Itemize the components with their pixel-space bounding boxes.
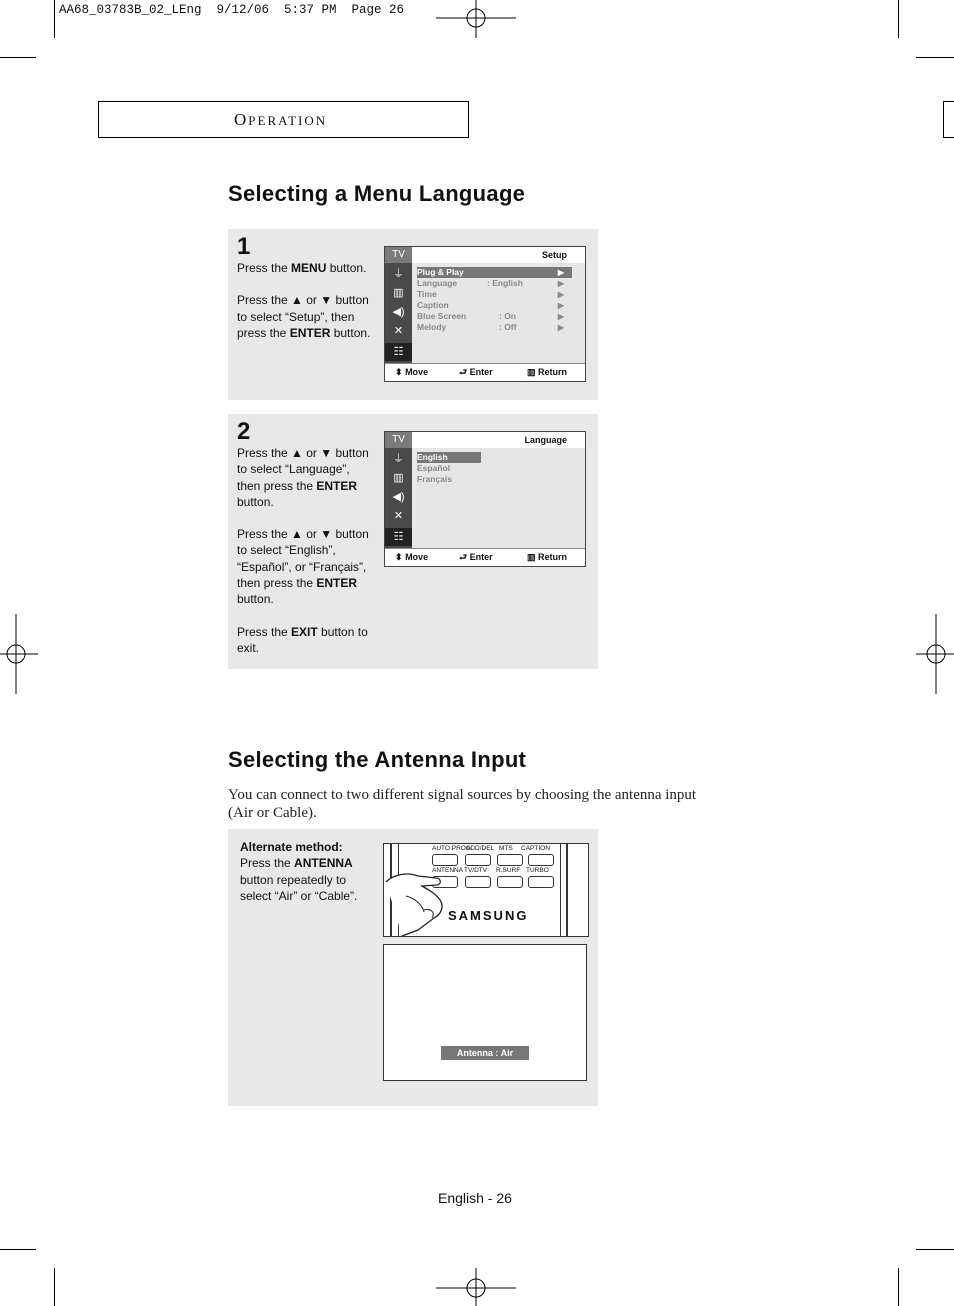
remote-label: MTS [499, 845, 513, 852]
section-tab [98, 101, 469, 138]
osd-footer: ⬍ Move ⮐ Enter ▥ Return [385, 363, 585, 381]
step2-text: Press the ▲ or ▼ button to select “Language”, then press the ENTER button. Press the ▲ or ▼ button to select “English”, “Español”, or “Français”, then press the ENTER button. Press the EXIT button to exit. [237, 446, 369, 655]
osd-row: Français [417, 474, 452, 484]
setup-icon: ☷ [385, 528, 412, 546]
osd-setup-menu [384, 246, 586, 382]
crop-mark [898, 1268, 899, 1306]
picture-icon: ▥ [393, 472, 404, 484]
arrow-right-icon: ▶ [557, 301, 564, 310]
hand-pointer-icon [384, 866, 454, 936]
osd-title: Language [412, 432, 585, 448]
osd-row: Caption ▶ [417, 300, 564, 310]
osd-title: Setup [412, 247, 585, 263]
section-tab-rest: PERATION [248, 113, 328, 128]
osd-language-menu [384, 431, 586, 567]
remote-label: R.SURF [496, 867, 521, 874]
crop-mark [0, 57, 36, 58]
section-tab-initial: O [234, 110, 249, 129]
osd-row: English [417, 452, 481, 463]
speaker-icon: ◀) [392, 306, 405, 318]
antenna-alt-text: Alternate method: Press the ANTENNA button repeatedly to select “Air” or “Cable”. [240, 840, 358, 903]
osd-row: Time ▶ [417, 289, 564, 299]
crop-mark [0, 1249, 36, 1250]
crop-mark [898, 0, 899, 38]
antenna-status-badge: Antenna : Air [441, 1046, 529, 1060]
return-icon: ▥ [527, 367, 536, 377]
speaker-icon: ◀) [392, 491, 405, 503]
arrow-right-icon: ▶ [557, 268, 564, 277]
crop-mark [54, 1268, 55, 1306]
arrow-right-icon: ▶ [557, 279, 564, 288]
samsung-logo: SAMSUNG [448, 908, 529, 923]
osd-footer: ⬍ Move ⮐ Enter ▥ Return [385, 548, 585, 566]
edge-tab [943, 101, 954, 138]
remote-label: AUTO PROG. [432, 845, 473, 852]
crop-mark [916, 1249, 954, 1250]
remote-button [528, 876, 554, 888]
crop-mark [54, 0, 55, 38]
osd-row: Plug & Play ▶ [417, 267, 572, 278]
remote-label: TV/DTV [464, 867, 488, 874]
remote-button [528, 854, 554, 866]
setup-icon: ☷ [385, 343, 412, 361]
enter-icon: ⮐ [459, 552, 468, 562]
remote-button [465, 854, 491, 866]
plug-icon: ⏚ [393, 268, 404, 280]
updown-icon: ⬍ [395, 552, 403, 562]
step1-number: 1 [237, 233, 251, 260]
enter-icon: ⮐ [459, 367, 468, 377]
print-header: AA68_03783B_02_LEng 9/12/06 5:37 PM Page 26 [59, 3, 405, 17]
osd-tv-label: TV [385, 247, 412, 263]
arrow-right-icon: ▶ [557, 290, 564, 299]
plug-icon: ⏚ [393, 453, 404, 465]
registration-mark-bottom [436, 1268, 516, 1306]
antenna-icon: ✕ [393, 510, 404, 522]
registration-mark-top [436, 0, 516, 38]
crop-mark [916, 57, 954, 58]
return-icon: ▥ [527, 552, 536, 562]
osd-row: Language : English ▶ [417, 278, 564, 288]
remote-illustration [383, 843, 589, 937]
remote-label: ANTENNA [432, 867, 464, 874]
page-footer: English - 26 [438, 1190, 512, 1206]
osd-row: Blue Screen : On ▶ [417, 311, 564, 321]
osd-row: Español [417, 463, 451, 473]
remote-button [465, 876, 491, 888]
antenna-intro: You can connect to two different signal sources by choosing the antenna input (Air or Cable). [228, 787, 697, 821]
remote-label: TURBO [526, 867, 549, 874]
registration-mark-right [916, 614, 954, 694]
osd-tv-label: TV [385, 432, 412, 448]
osd-row: Melody : Off ▶ [417, 322, 564, 332]
remote-button [497, 876, 523, 888]
antenna-icon: ✕ [393, 325, 404, 337]
heading-antenna-input: Selecting the Antenna Input [228, 747, 527, 772]
registration-mark-left [0, 614, 38, 694]
arrow-right-icon: ▶ [557, 312, 564, 321]
step1-text: Press the MENU button. Press the ▲ or ▼ button to select “Setup”, then press the ENTER button. [237, 261, 371, 340]
remote-button [432, 854, 458, 866]
remote-button [497, 854, 523, 866]
remote-label: ADD/DEL [466, 845, 495, 852]
heading-menu-language: Selecting a Menu Language [228, 181, 526, 206]
remote-label: CAPTION [521, 845, 550, 852]
picture-icon: ▥ [393, 287, 404, 299]
step2-number: 2 [237, 418, 251, 445]
updown-icon: ⬍ [395, 367, 403, 377]
tv-screen [383, 944, 587, 1081]
arrow-right-icon: ▶ [557, 323, 564, 332]
